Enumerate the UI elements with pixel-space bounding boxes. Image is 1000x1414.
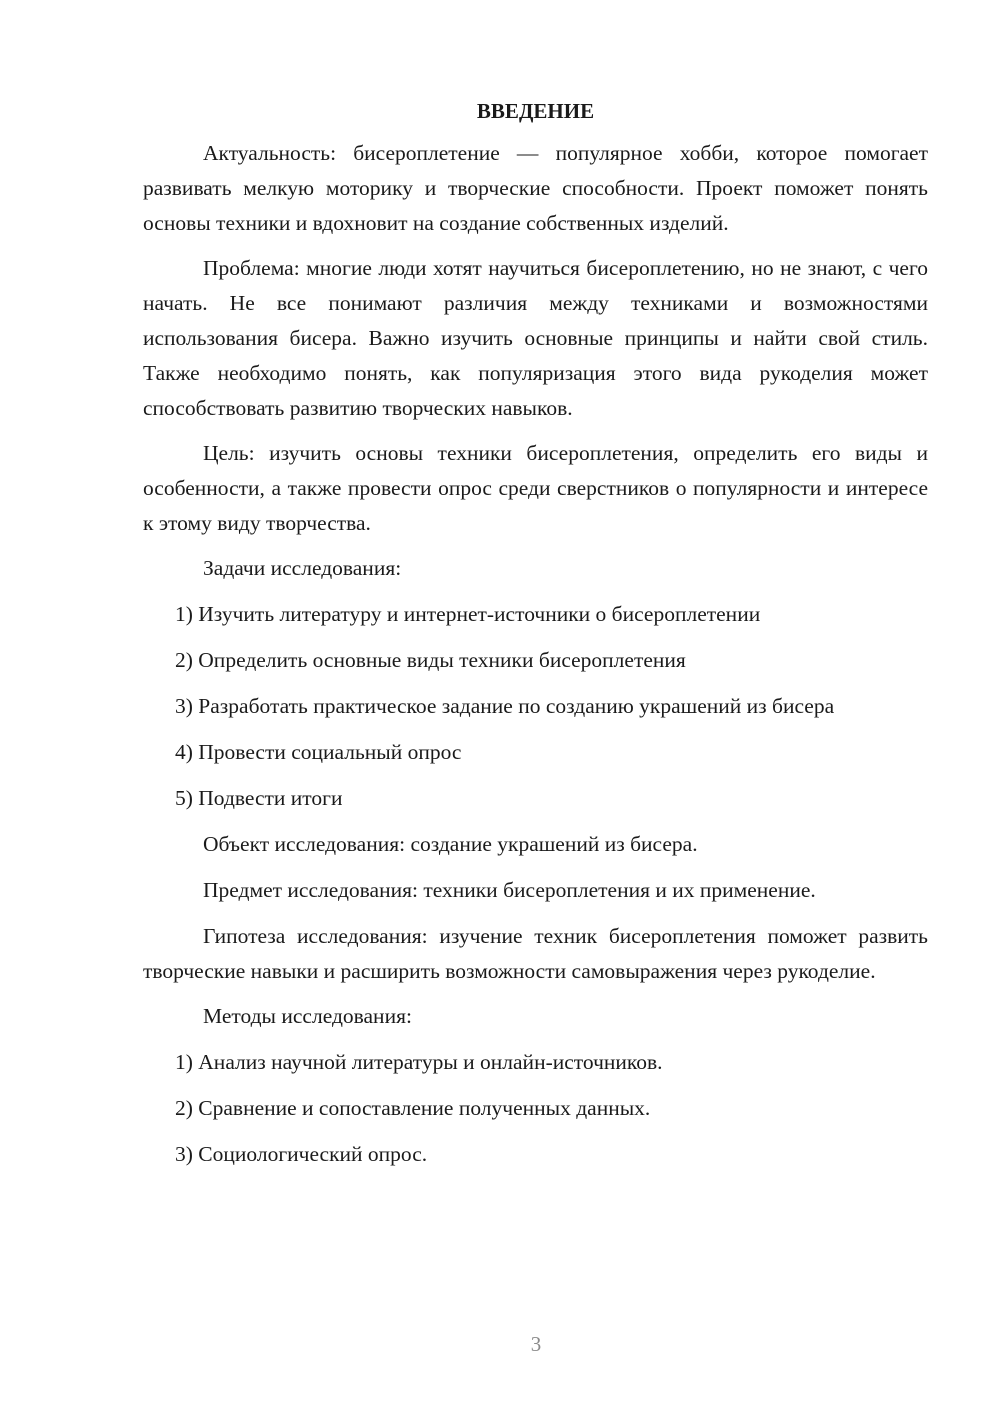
relevance-paragraph: Актуальность: бисероплетение — популярное хобби, которое помогает развивать мелкую моторику и творческие способности. Проект поможет понять основы техники и вдохновит на создание собственных изделий. (143, 141, 928, 235)
subject-paragraph: Предмет исследования: техники бисероплетения и их применение. (203, 878, 816, 902)
hypothesis-paragraph: Гипотеза исследования: изучение техник бисероплетения поможет развить творческие навыки и расширить возможности самовыражения через рукоделие. (143, 924, 928, 983)
task-item: 5) Подвести итоги (175, 786, 343, 810)
object-paragraph: Объект исследования: создание украшений из бисера. (203, 832, 698, 856)
method-item: 3) Социологический опрос. (175, 1142, 428, 1166)
tasks-heading: Задачи исследования: (203, 556, 402, 580)
method-item: 2) Сравнение и сопоставление полученных данных. (175, 1096, 651, 1120)
method-item: 1) Анализ научной литературы и онлайн-источников. (175, 1050, 663, 1074)
task-item: 4) Провести социальный опрос (175, 740, 462, 764)
task-item: 1) Изучить литературу и интернет-источники о бисероплетении (175, 602, 761, 626)
document-page (143, 96, 928, 1183)
page-number: 3 (530, 1332, 542, 1356)
section-title: ВВЕДЕНИЕ (476, 99, 595, 123)
task-item: 3) Разработать практическое задание по созданию украшений из бисера (175, 694, 835, 718)
problem-paragraph: Проблема: многие люди хотят научиться бисероплетению, но не знают, с чего начать. Не все понимают различия между техниками и возможностями использования бисера. Важно изучить основные принципы и найти свой стиль. Также необходимо понять, как популяризация этого вида рукоделия может способствовать развитию творческих навыков. (143, 256, 928, 420)
task-item: 2) Определить основные виды техники бисероплетения (175, 648, 686, 672)
goal-paragraph: Цель: изучить основы техники бисероплетения, определить его виды и особенности, а также провести опрос среди сверстников о популярности и интересе к этому виду творчества. (143, 441, 928, 535)
methods-heading: Методы исследования: (203, 1004, 412, 1028)
